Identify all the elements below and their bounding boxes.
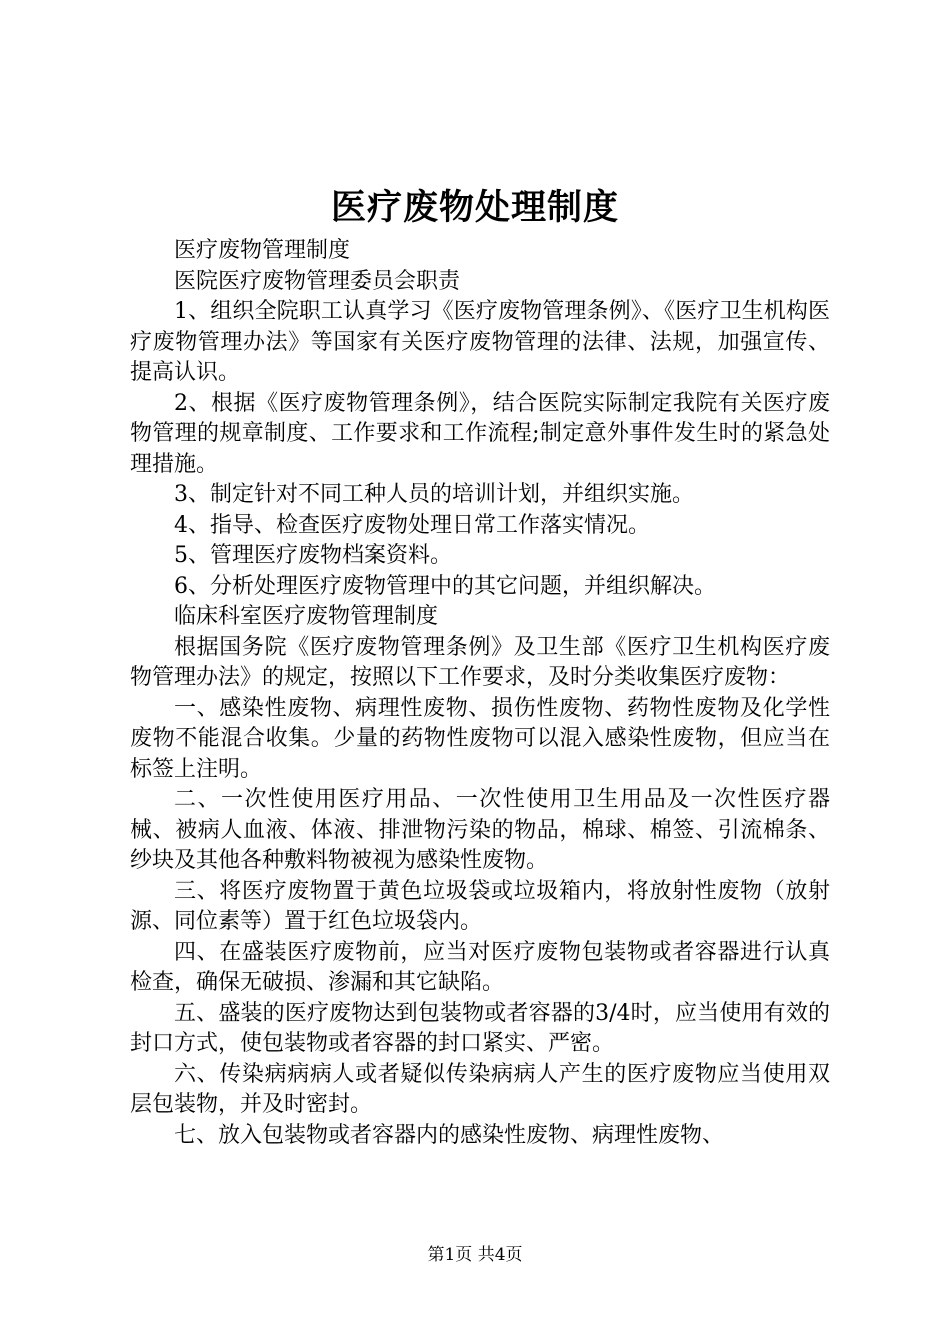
paragraph: 6、分析处理医疗废物管理中的其它问题，并组织解决。 — [174, 573, 716, 599]
paragraph: 三、将医疗废物置于黄色垃圾袋或垃圾箱内，将放射性废物（放射源、同位素等）置于红色垃圾袋内。 — [130, 878, 830, 934]
paragraph: 医院医疗废物管理委员会职责 — [174, 268, 461, 294]
paragraph: 五、盛装的医疗废物达到包装物或者容器的3/4时，应当使用有效的封口方式，使包装物或者容器的封口紧实、严密。 — [130, 1000, 830, 1056]
paragraph: 二、一次性使用医疗用品、一次性使用卫生用品及一次性医疗器械、被病人血液、体液、排泄物污染的物品，棉球、棉签、引流棉条、纱块及其他各种敷料物被视为感染性废物。 — [130, 787, 830, 873]
document-body — [130, 236, 830, 1151]
paragraph: 3、制定针对不同工种人员的培训计划，并组织实施。 — [174, 482, 694, 507]
paragraph: 七、放入包装物或者容器内的感染性废物、病理性废物、 — [174, 1122, 725, 1148]
paragraph: 5、管理医疗废物档案资料。 — [174, 543, 452, 568]
paragraph: 医疗废物管理制度 — [174, 238, 351, 263]
paragraph: 一、感染性废物、病理性废物、损伤性废物、药物性废物及化学性废物不能混合收集。少量的药物性废物可以混入感染性废物，但应当在标签上注明。 — [130, 695, 830, 782]
paragraph: 4、指导、检查医疗废物处理日常工作落实情况。 — [174, 512, 650, 538]
paragraph: 2、根据《医疗废物管理条例》，结合医院实际制定我院有关医疗废物管理的规章制度、工作要求和工作流程;制定意外事件发生时的紧急处理措施。 — [130, 390, 830, 477]
paragraph: 六、传染病病病人或者疑似传染病病人产生的医疗废物应当使用双层包装物，并及时密封。 — [130, 1061, 830, 1117]
paragraph: 四、在盛装医疗废物前，应当对医疗废物包装物或者容器进行认真检查，确保无破损、渗漏和其它缺陷。 — [130, 939, 830, 995]
page-footer: 第1页 共4页 — [427, 1245, 523, 1265]
document-title: 医疗废物处理制度 — [330, 187, 619, 228]
paragraph: 根据国务院《医疗废物管理条例》及卫生部《医疗卫生机构医疗废物管理办法》的规定，按照以下工作要求，及时分类收集医疗废物： — [130, 634, 830, 690]
paragraph: 临床科室医疗废物管理制度 — [174, 604, 439, 629]
paragraph: 1、组织全院职工认真学习《医疗废物管理条例》、《医疗卫生机构医疗废物管理办法》等国家有关医疗废物管理的法律、法规，加强宣传、提高认识。 — [130, 299, 830, 385]
